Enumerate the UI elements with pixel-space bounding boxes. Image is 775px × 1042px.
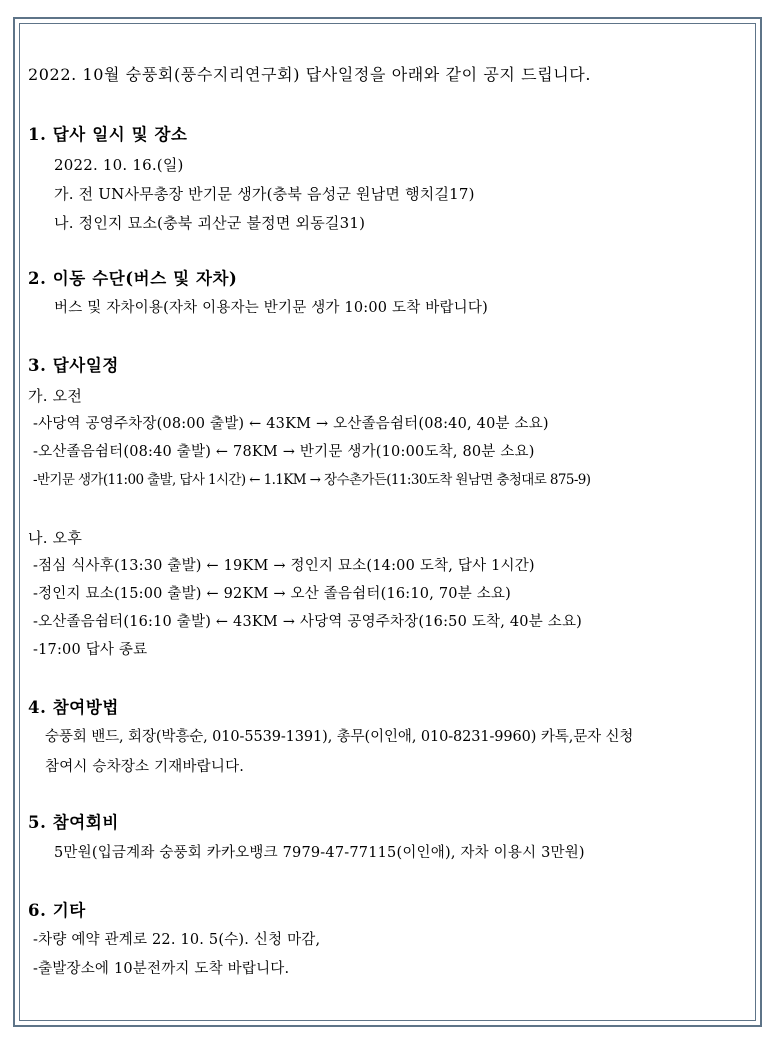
- section-6-heading: 6. 기타: [28, 901, 86, 920]
- section-4-note: 참여시 승차장소 기재바랍니다.: [45, 759, 245, 775]
- section-4-contact: 숭풍회 밴드, 회장(박흥순, 010-5539-1391), 총무(이인애, 010-8231-9960) 카톡,문자 신청: [45, 729, 634, 745]
- section-3-afternoon-label: 나. 오후: [28, 529, 83, 547]
- intro-text: 2022. 10월 숭풍회(풍수지리연구회) 답사일정을 아래와 같이 공지 드립니다.: [28, 65, 592, 84]
- section-1-date: 2022. 10. 16.(일): [54, 156, 184, 174]
- section-4-heading: 4. 참여방법: [28, 698, 119, 717]
- section-5-fee: 5만원(입금계좌 숭풍회 카카오뱅크 7979-47-77115(이인애), 자차 이용시 3만원): [54, 845, 585, 861]
- section-1-place-b: 나. 정인지 묘소(충북 괴산군 불정면 외동길31): [54, 214, 366, 232]
- section-3-morning-label: 가. 오전: [28, 387, 83, 405]
- schedule-row: -점심 식사후(13:30 출발) ← 19KM → 정인지 묘소(14:00 도착, 답사 1시간): [33, 558, 535, 574]
- section-1-place-a: 가. 전 UN사무총장 반기문 생가(충북 음성군 원남면 행치길17): [54, 185, 475, 203]
- schedule-row: -사당역 공영주차장(08:00 출발) ← 43KM → 오산졸음쉼터(08:40, 40분 소요): [33, 416, 549, 432]
- section-6-deadline: -차량 예약 관계로 22. 10. 5(수). 신청 마감,: [33, 932, 321, 948]
- schedule-row: -17:00 답사 종료: [33, 642, 148, 658]
- section-6-arrival: -출발장소에 10분전까지 도착 바랍니다.: [33, 961, 290, 977]
- schedule-row: -반기문 생가(11:00 출발, 답사 1시간) ← 1.1KM → 장수촌가든(11:30도착 원남면 충청대로 875-9): [33, 472, 591, 488]
- schedule-row: -오산졸음쉼터(08:40 출발) ← 78KM → 반기문 생가(10:00도착, 80분 소요): [33, 444, 535, 460]
- section-5-heading: 5. 참여회비: [28, 813, 119, 832]
- section-2-text: 버스 및 자차이용(자차 이용자는 반기문 생가 10:00 도착 바랍니다): [54, 300, 488, 316]
- section-3-heading: 3. 답사일정: [28, 356, 119, 375]
- section-1-heading: 1. 답사 일시 및 장소: [28, 125, 188, 144]
- schedule-row: -오산졸음쉼터(16:10 출발) ← 43KM → 사당역 공영주차장(16:50 도착, 40분 소요): [33, 614, 583, 630]
- schedule-row: -정인지 묘소(15:00 출발) ← 92KM → 오산 졸음쉼터(16:10, 70분 소요): [33, 586, 511, 602]
- section-2-heading: 2. 이동 수단(버스 및 자차): [28, 269, 238, 288]
